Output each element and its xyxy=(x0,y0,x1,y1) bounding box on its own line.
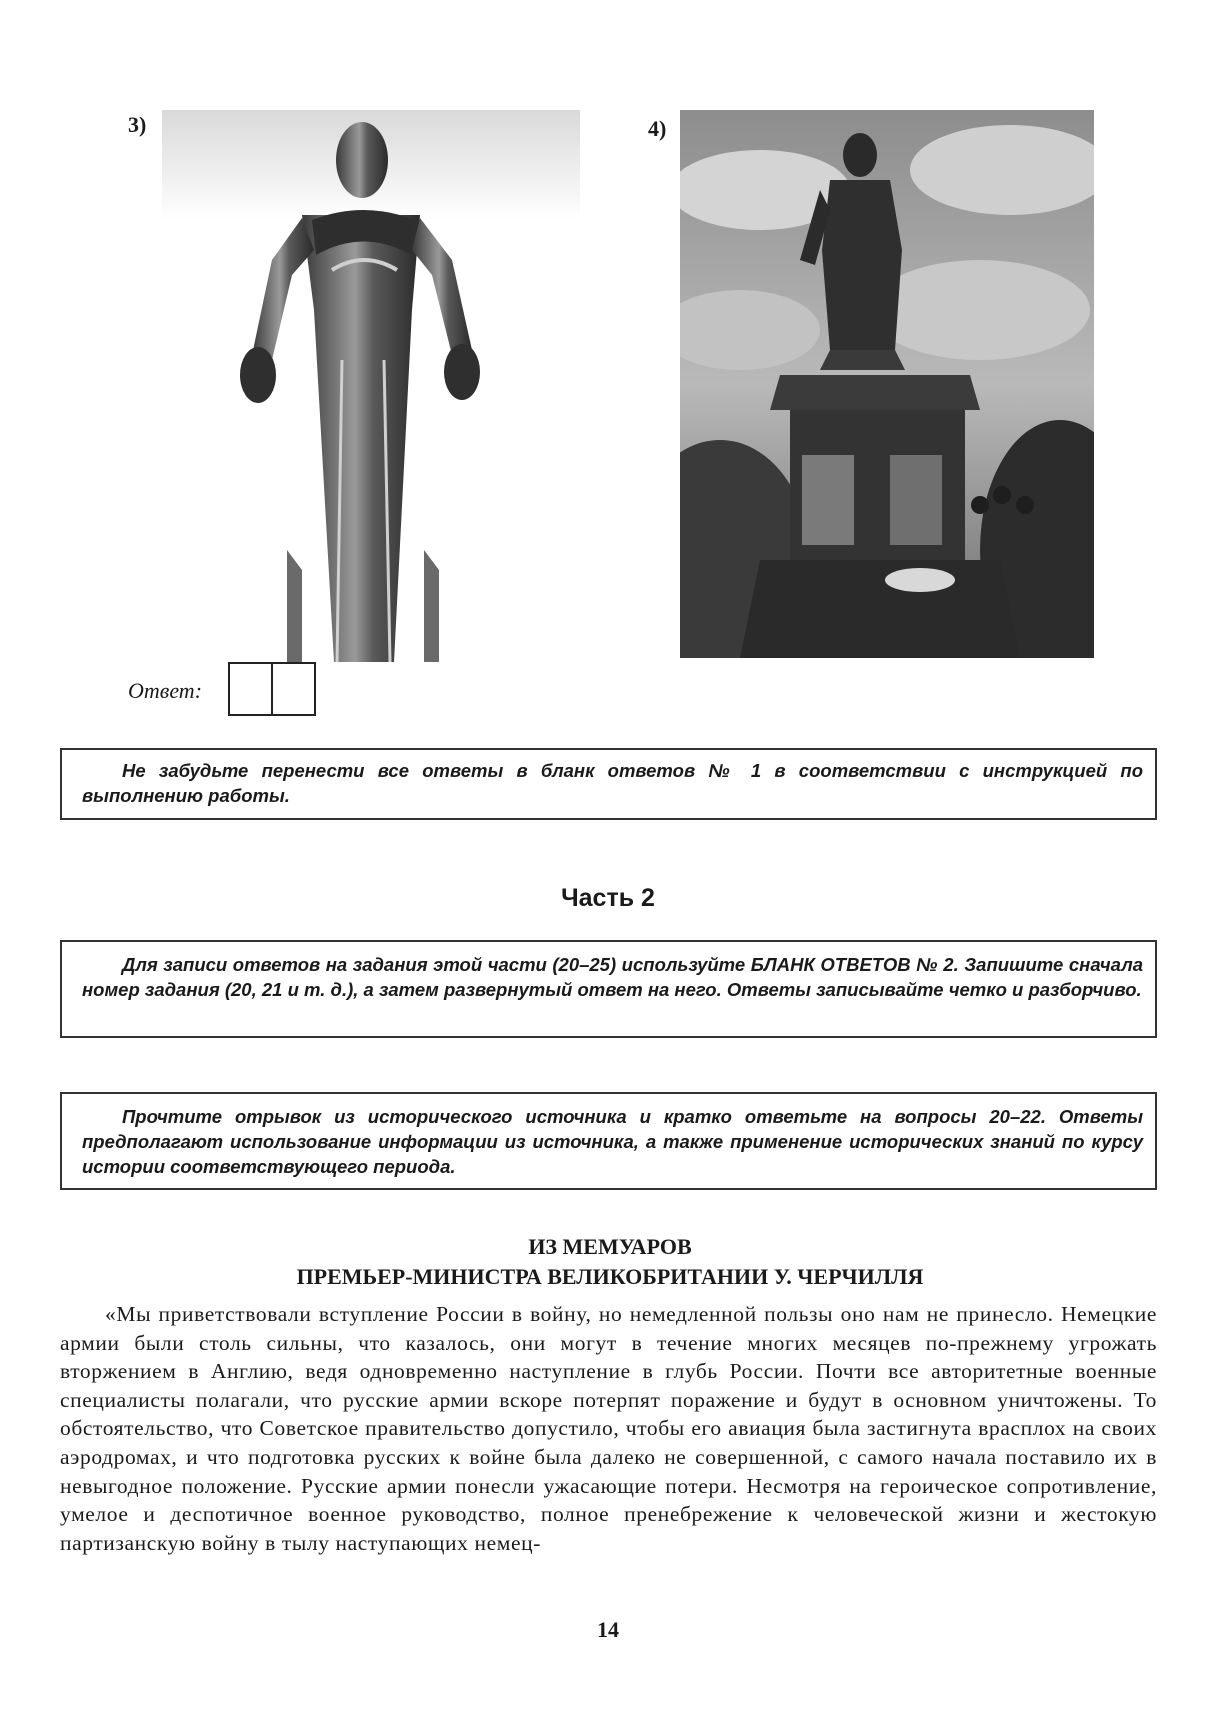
memoir-title-line-2: ПРЕМЬЕР-МИНИСТРА ВЕЛИКОБРИТАНИИ У. ЧЕРЧИЛЛЯ xyxy=(296,1264,924,1289)
memoir-title xyxy=(60,1232,1160,1292)
answer-box[interactable] xyxy=(228,662,316,716)
image-3-gagarin-monument xyxy=(162,110,580,662)
notice-transfer-answers-text: Не забудьте перенести все ответы в бланк ответов № 1 в соответствии с инструкцией по выполнению работы. xyxy=(82,760,1143,806)
answer-cell-1[interactable] xyxy=(230,664,273,714)
image-4-pushkin-monument xyxy=(680,110,1094,658)
memoir-paragraph: «Мы приветствовали вступление России в войну, но немедленной пользы оно нам не принесло. Немецкие армии были столь сильны, что казалось, они могут в течение многих месяцев по-прежнему угрожать вторжением в Англию, ведя одновременно наступление в глубь России. Почти все авторитетные военные специалисты полагали, что русские армии вскоре потерпят поражение и будут в основном уничтожены. То обстоятельство, что Советское правительство допустило, чтобы его авиация была застигнута врасплох на своих аэродромах, и что подготовка русских к войне была далеко не совершенной, с самого начала поставило их в невыгодное положение. Русские армии понесли ужасающие потери. Несмотря на героическое сопротивление, умелое и деспотичное военное руководство, полное пренебрежение к человеческой жизни и жестокую партизанскую войну в тылу наступающих немец- xyxy=(60,1302,1157,1555)
monument-photo-4 xyxy=(680,110,1094,658)
notice-transfer-answers xyxy=(60,748,1157,820)
notice-source-instructions-text: Прочтите отрывок из исторического источника и кратко ответьте на вопросы 20–22. Ответы предполагают использование информации из источника, а также применение исторических знаний по курсу истории соответствующего периода. xyxy=(82,1106,1143,1177)
notice-part2-instructions xyxy=(60,940,1157,1038)
image-3-label: 3) xyxy=(128,112,147,137)
answer-label: Ответ: xyxy=(128,678,203,703)
memoir-title-line-1: ИЗ МЕМУАРОВ xyxy=(528,1234,692,1259)
part-2-title: Часть 2 xyxy=(561,884,655,912)
notice-part2-instructions-text: Для записи ответов на задания этой части (20–25) используйте БЛАНК ОТВЕТОВ № 2. Запишите сначала номер задания (20, 21 и т. д.), а затем развернутый ответ на него. Ответы записывайте четко и разборчиво. xyxy=(82,954,1143,1000)
notice-source-instructions xyxy=(60,1092,1157,1190)
answer-cell-2[interactable] xyxy=(273,664,314,714)
memoir-text-block xyxy=(60,1300,1157,1557)
page-number: 14 xyxy=(597,1617,619,1642)
monument-photo-3 xyxy=(162,110,580,662)
image-4-label: 4) xyxy=(648,116,667,141)
